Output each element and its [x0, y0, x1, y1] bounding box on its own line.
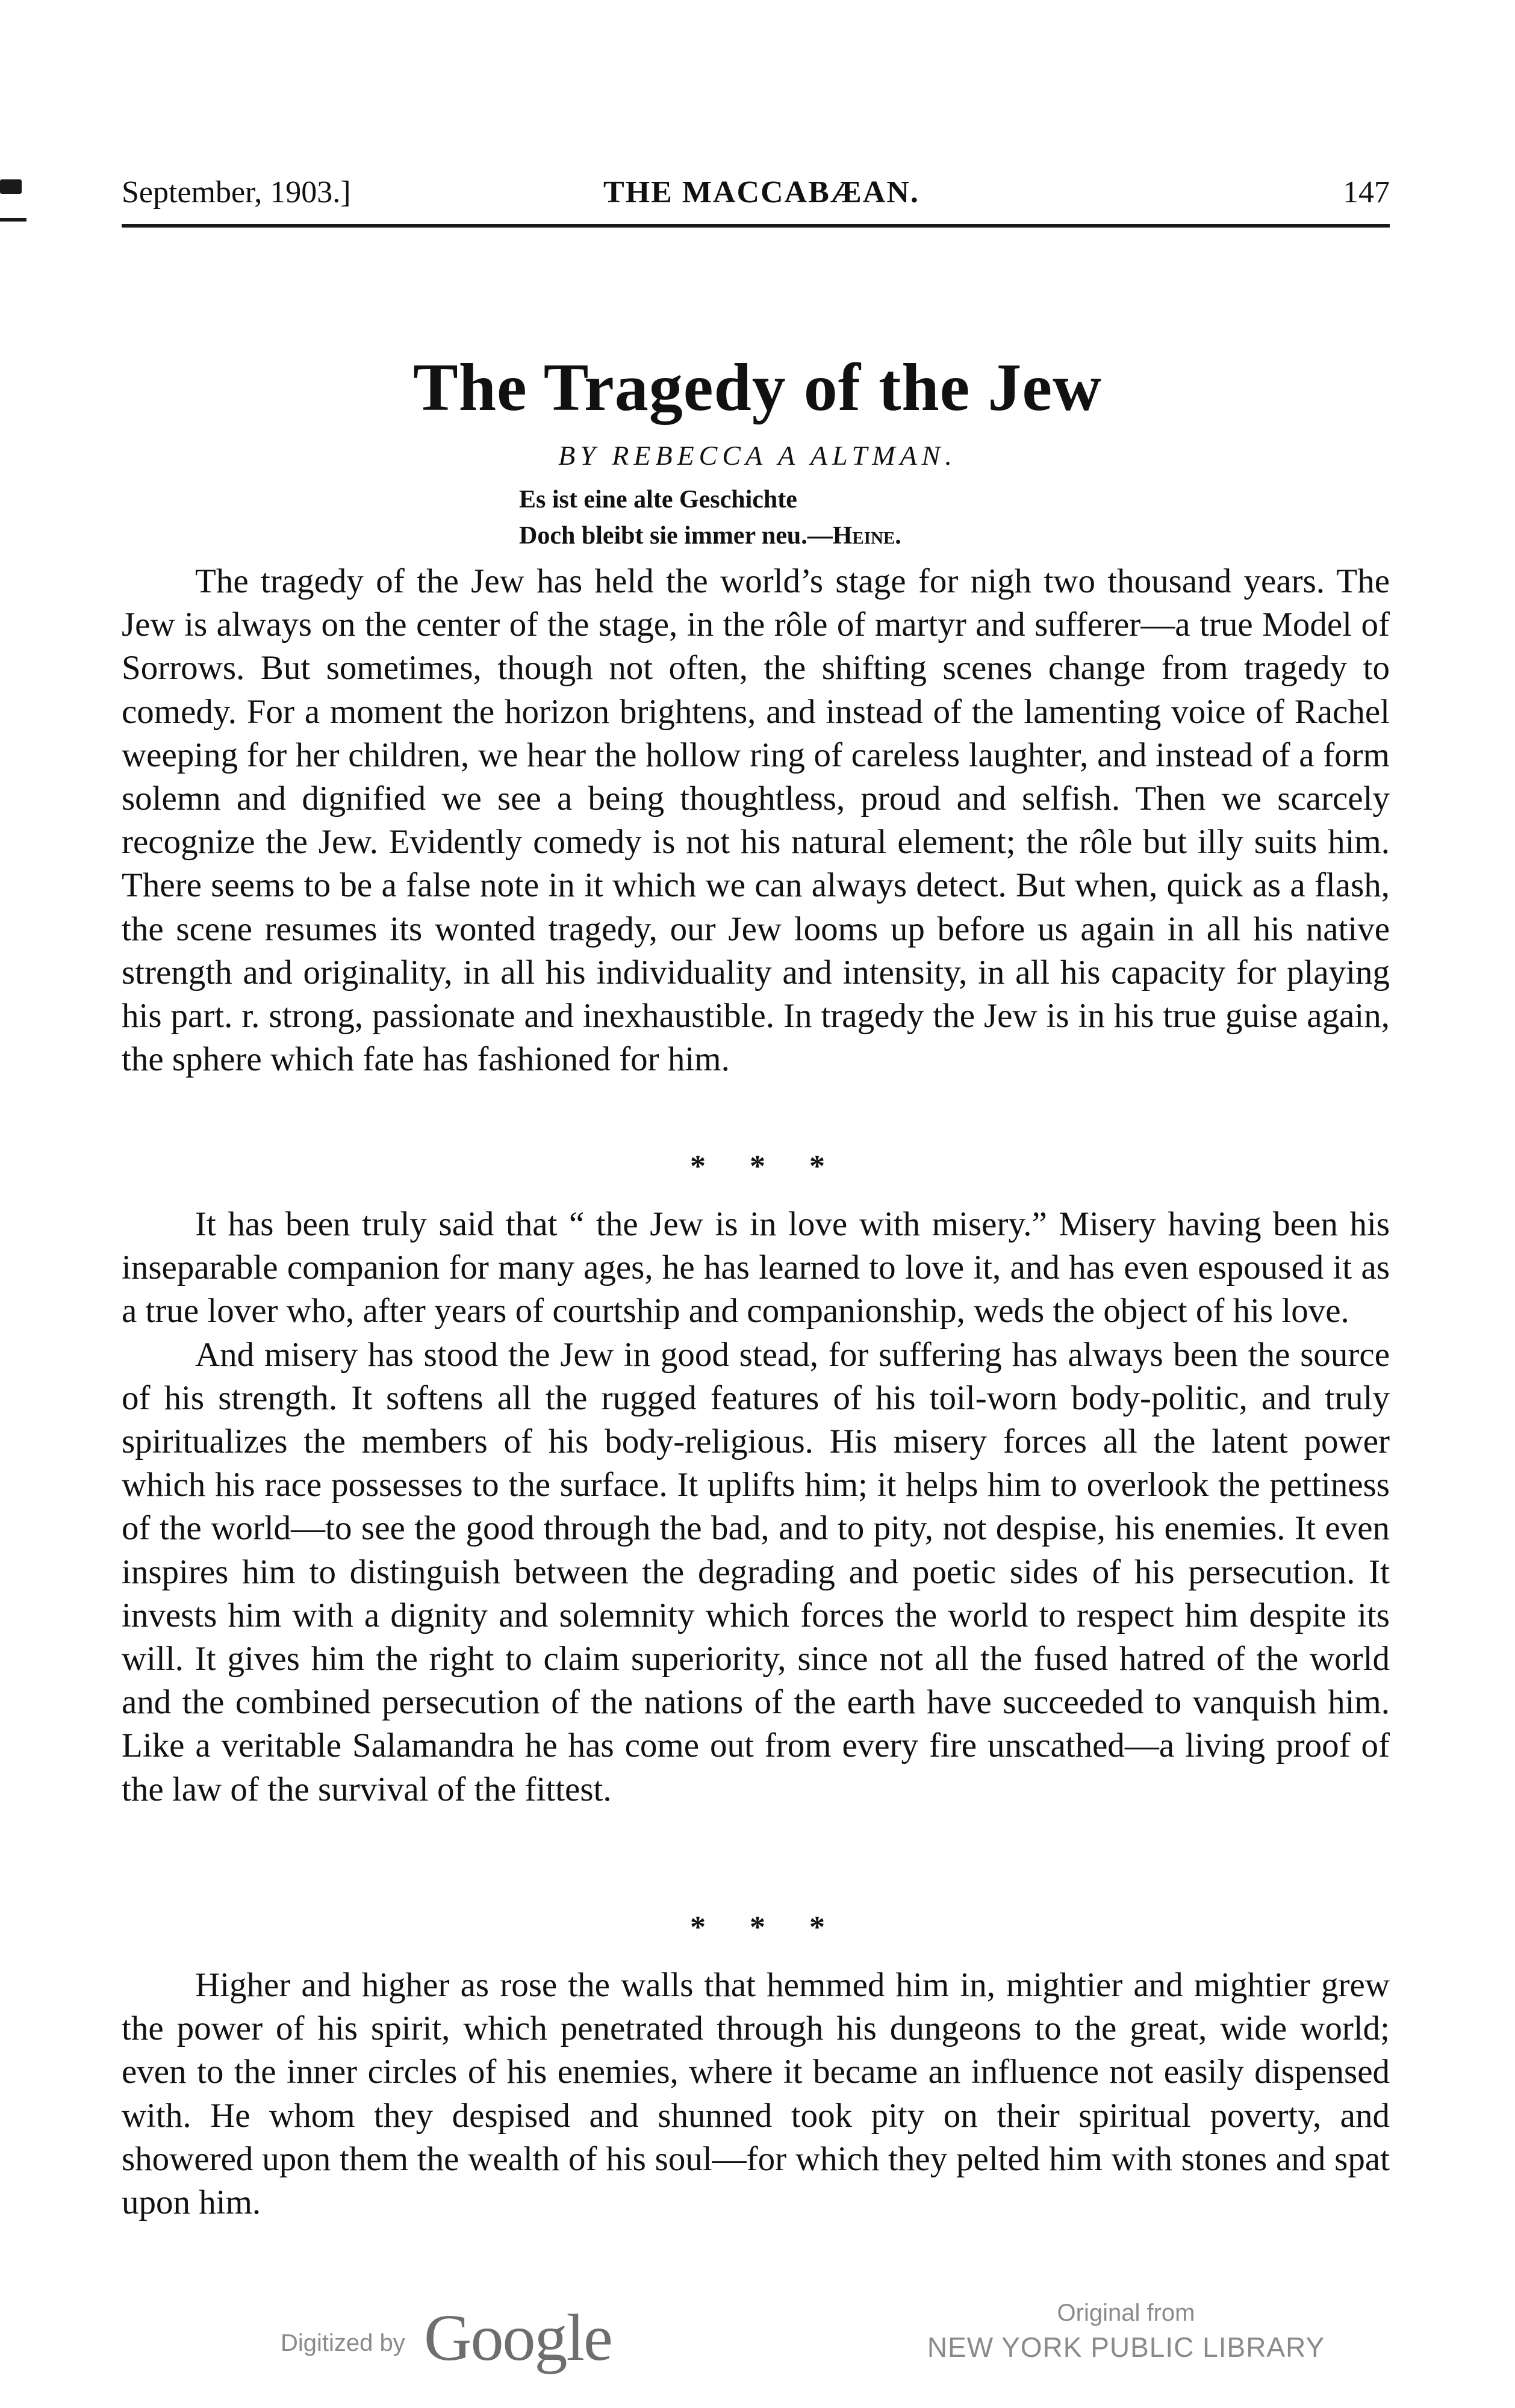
article-body — [122, 560, 1390, 1081]
header-rule — [122, 224, 1390, 228]
edge-blot — [0, 179, 22, 194]
article-body-3 — [122, 1964, 1390, 2224]
paragraph-1: The tragedy of the Jew has held the world’s stage for nigh two thousand years. The Jew is always on the center of the stage, in the rôle of martyr and sufferer—a true Model of Sorrows. But sometimes, though not often, the shifting scenes change from tragedy to comedy. For a moment the horizon brightens, and instead of the lamenting voice of Rachel weeping for her children, we hear the hollow ring of careless laughter, and instead of a form solemn and dignified we see a being thoughtless, proud and selfish. Then we scarcely recognize the Jew. Evidently comedy is not his natural element; the rôle but illy suits him. There seems to be a false note in it which we can always detect. But when, quick as a flash, the scene resumes its wonted tragedy, our Jew looms up before us again in all his native strength and originality, in all his individuality and intensity, in all his capacity for playing his part. r. strong, passionate and inexhaustible. In tragedy the Jew is in his true guise again, the sphere which fate has fashioned for him. — [122, 562, 1390, 1079]
paragraph-2: It has been truly said that “ the Jew is in love with misery.” Misery having been his inseparable companion for many ages, he has learned to love it, and has even espoused it as a true lover who, after years of courtship and companionship, weds the object of his love. — [122, 1205, 1390, 1330]
edge-dash — [0, 218, 26, 222]
section-break-1: * * * — [690, 1149, 825, 1184]
epigraph-line-1: Es ist eine alte Geschichte — [519, 486, 797, 514]
running-header — [122, 175, 1390, 211]
article-body-2 — [122, 1203, 1390, 1811]
epigraph-source: Heine. — [832, 522, 901, 550]
article-byline: BY REBECCA A ALTMAN. — [558, 440, 957, 471]
epigraph-line-2-text: Doch bleibt sie immer neu.— — [519, 522, 833, 550]
original-from-label: Original from — [1057, 2300, 1195, 2326]
library-name: NEW YORK PUBLIC LIBRARY — [927, 2332, 1325, 2363]
paragraph-3: And misery has stood the Jew in good stead, for suffering has always been the source of his strength. It softens all the rugged features of his toil-worn body-politic, and truly spiritualizes the members of his body-religious. His misery forces all the latent power which his race possesses to the surface. It uplifts him; it helps him to overlook the pettiness of the world—to see the good through the bad, and to pity, not despise, his enemies. It even inspires him to distinguish between the degrading and poetic sides of his persecution. It invests him with a dignity and solemnity which forces the world to respect him despite its will. It gives him the right to claim superiority, since not all the fused hatred of the world and the combined persecution of the nations of the earth have succeeded to vanquish him. Like a veritable Salamandra he has come out from every fire unscathed—a living proof of the law of the survival of the fittest. — [122, 1335, 1390, 1808]
header-date: September, 1903.] — [122, 175, 351, 209]
header-journal: THE MACCABÆAN. — [603, 175, 919, 209]
epigraph — [519, 482, 901, 554]
paragraph-4: Higher and higher as rose the walls that hemmed him in, mightier and mightier grew the power of his spirit, which penetrated through his dungeons to the great, wide world; even to the inner circles of his enemies, where it became an influence not easily dispensed with. He whom they despised and shunned took pity on their spiritual poverty, and showered upon them the wealth of his soul—for which they pelted him with stones and spat upon him. — [122, 1966, 1390, 2222]
google-logo: Google — [424, 2301, 612, 2374]
article-title: The Tragedy of the Jew — [413, 350, 1102, 425]
section-break-2: * * * — [690, 1910, 825, 1944]
page-number: 147 — [1343, 175, 1390, 209]
page-edge-mark — [0, 179, 24, 203]
epigraph-line-2 — [519, 518, 901, 554]
digitized-by-label: Digitized by — [281, 2330, 405, 2356]
digitization-footer — [0, 2282, 1515, 2396]
